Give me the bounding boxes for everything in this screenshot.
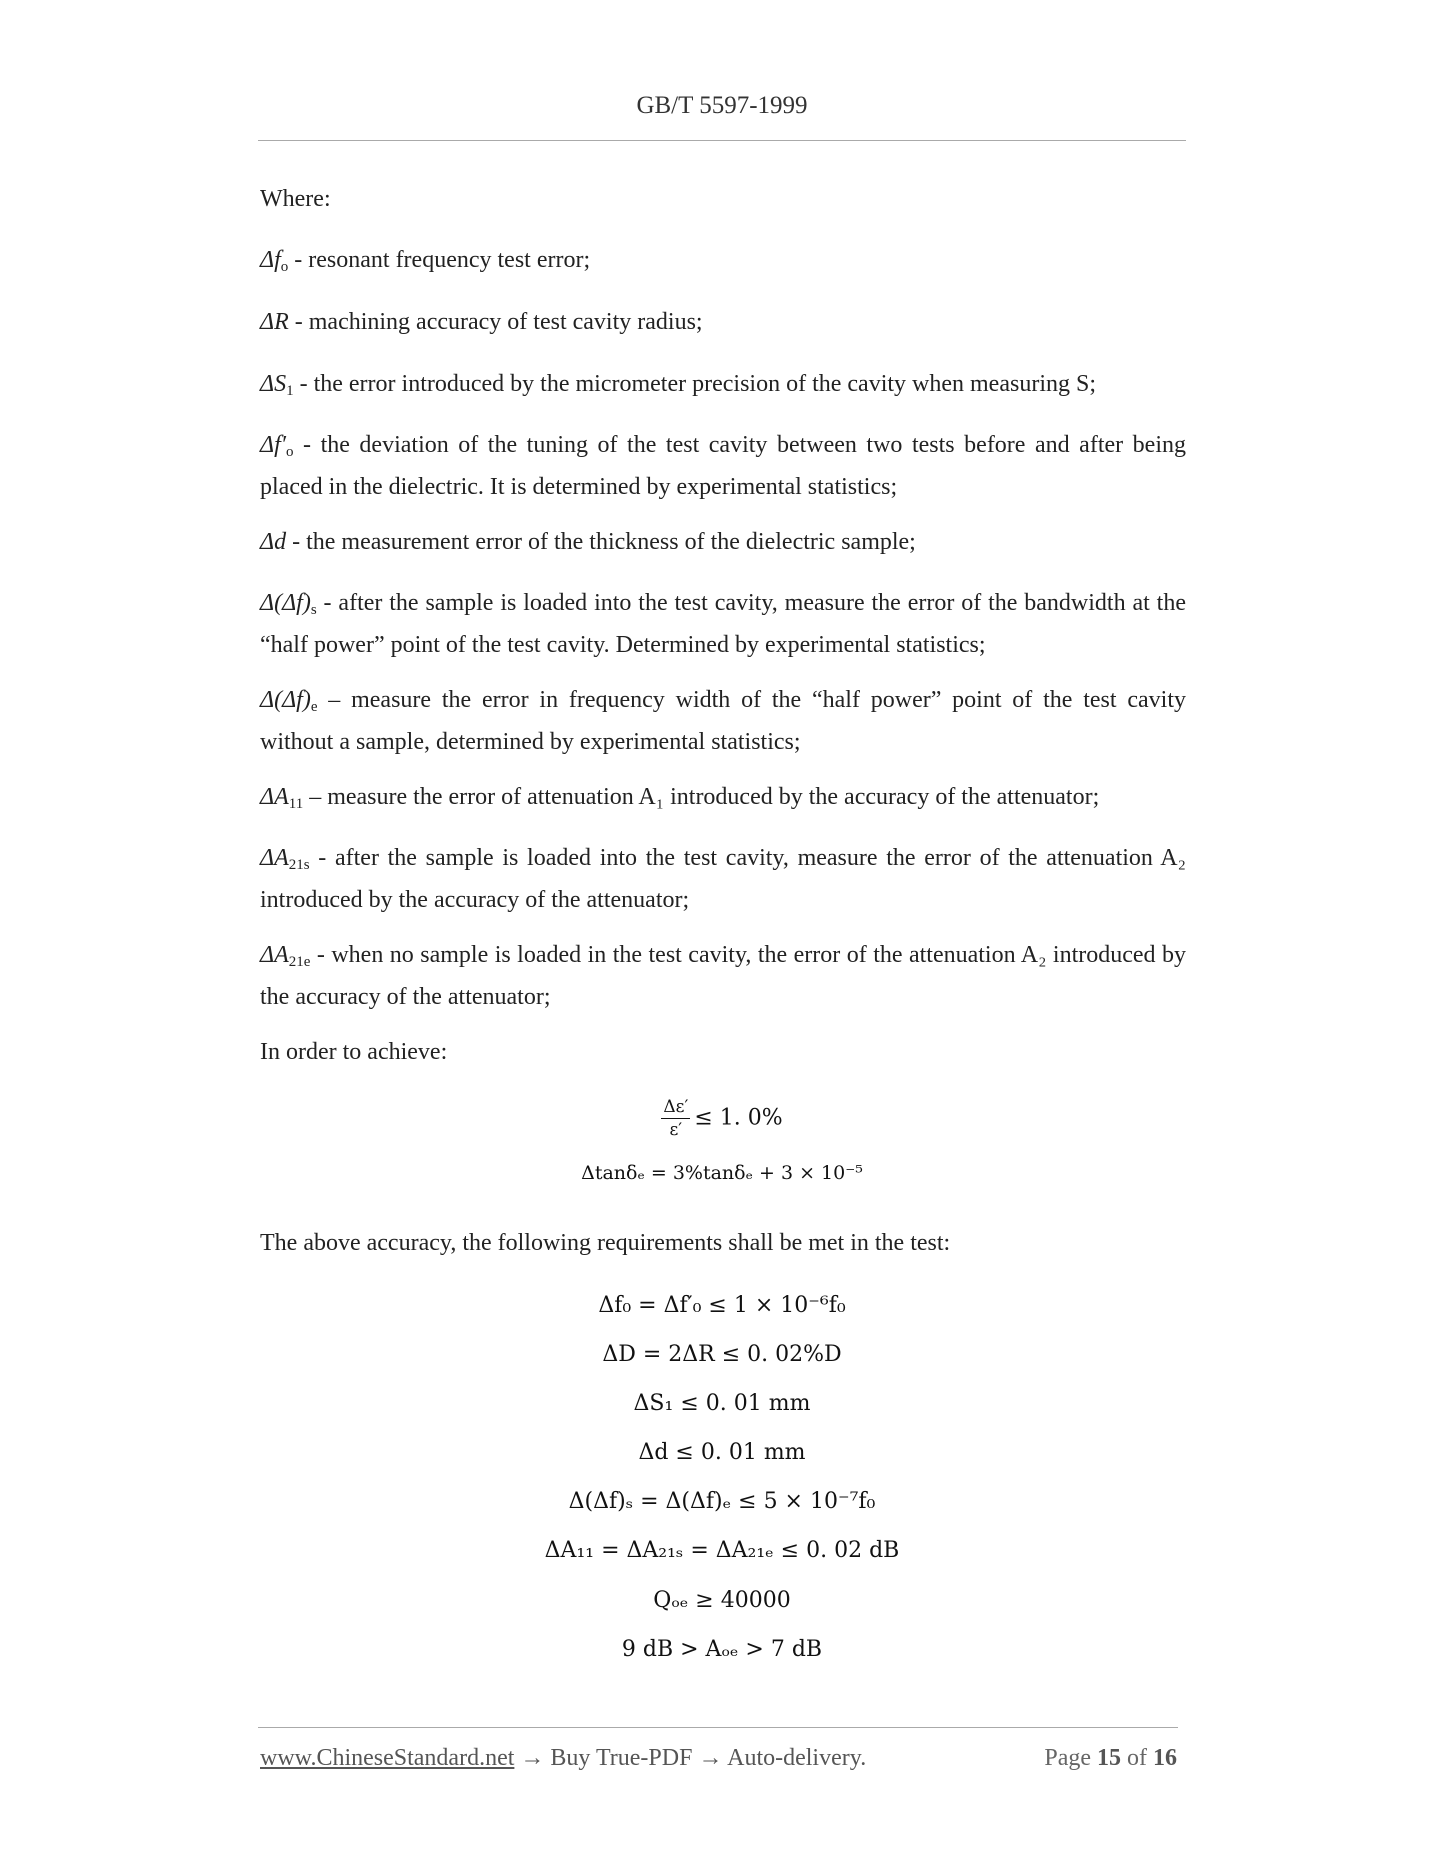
definition-text: - after the sample is loaded into the test cavity, measure the error of the attenuation A₂ introduced by the accuracy of the attenuator; [260, 845, 1186, 913]
formula-permittivity-accuracy [258, 1096, 1186, 1141]
definition-item [260, 525, 1186, 567]
where-label: Where: [260, 186, 331, 212]
definition-item [260, 780, 1186, 822]
page-number: 15 [1097, 1745, 1121, 1771]
formula-loss-tangent-accuracy: Δtanδₑ = 3%tanδₑ + 3 × 10⁻⁵ [581, 1162, 863, 1184]
requirements-intro: The above accuracy, the following requirements shall be met in the test: [260, 1230, 951, 1256]
definition-text: - when no sample is loaded in the test cavity, the error of the attenuation A₂ introduced by the accuracy of the attenuator; [260, 942, 1186, 1010]
formula-requirement: Δf₀ = Δf′₀ ≤ 1 × 10⁻⁶f₀ [598, 1293, 846, 1318]
symbol-subscript: 1 [286, 383, 294, 399]
definition-item [260, 305, 1186, 347]
definition-text: - resonant frequency test error; [288, 247, 591, 273]
symbol: ΔR [260, 309, 289, 335]
website-link[interactable]: www.ChineseStandard.net [260, 1745, 515, 1771]
page-label: Page [1044, 1745, 1091, 1771]
footer-nav-text: → Buy True-PDF → Auto-delivery. [514, 1745, 867, 1771]
document-id-header: GB/T 5597-1999 [636, 92, 808, 119]
definition-item [260, 428, 1186, 505]
definition-text: – measure the error of attenuation A₁ introduced by the accuracy of the attenuator; [303, 784, 1100, 810]
formula-rhs: ≤ 1. 0% [694, 1105, 783, 1131]
symbol: ΔA [260, 942, 289, 968]
symbol: Δf′ [260, 432, 287, 458]
formula-requirement: ΔD = 2ΔR ≤ 0. 02%D [602, 1342, 842, 1367]
definition-text: - after the sample is loaded into the test cavity, measure the error of the bandwidth at the “half power” point of the test cavity. Determined by experimental statistics; [260, 590, 1186, 658]
definition-item [260, 586, 1186, 663]
symbol: ΔA [260, 845, 289, 871]
definition-text: - the measurement error of the thickness of the dielectric sample; [286, 529, 916, 555]
footer-promo [260, 1745, 866, 1772]
formula-requirement: ΔS₁ ≤ 0. 01 mm [633, 1391, 811, 1416]
definition-item [260, 367, 1186, 409]
definition-text: - the error introduced by the micrometer precision of the cavity when measuring S; [293, 371, 1096, 397]
symbol: Δf [260, 247, 281, 273]
formula-requirement: Δ(Δf)ₛ = Δ(Δf)ₑ ≤ 5 × 10⁻⁷f₀ [568, 1489, 876, 1514]
symbol-subscript: 21e [288, 954, 311, 970]
symbol-subscript: e [310, 699, 318, 715]
fraction-numerator: Δε′ [663, 1097, 689, 1117]
definition-item [260, 841, 1186, 918]
symbol: Δd [260, 529, 287, 555]
formula-requirement: 9 dB > Aₒₑ > 7 dB [621, 1637, 823, 1662]
achieve-label: In order to achieve: [260, 1039, 448, 1065]
symbol-subscript: 21s [288, 857, 310, 873]
symbol-subscript: o [280, 259, 289, 275]
symbol-subscript: s [310, 602, 317, 618]
formula-requirement: ΔA₁₁ = ΔA₂₁ₛ = ΔA₂₁ₑ ≤ 0. 02 dB [544, 1538, 900, 1563]
definition-text: - the deviation of the tuning of the test cavity between two tests before and after being placed in the dielectric. It is determined by experimental statistics; [260, 432, 1186, 500]
definition-text: – measure the error in frequency width of the “half power” point of the test cavity without a sample, determined by experimental statistics; [260, 687, 1186, 755]
definition-item [260, 938, 1186, 1015]
of-label: of [1127, 1745, 1147, 1771]
definition-item [260, 683, 1186, 760]
symbol: ΔS [260, 371, 287, 397]
symbol-subscript: o [286, 444, 294, 460]
fraction-denominator: ε′ [669, 1120, 683, 1140]
symbol-subscript: 11 [288, 796, 304, 812]
symbol: ΔA [260, 784, 289, 810]
page-indicator [1044, 1745, 1177, 1772]
header-divider [258, 140, 1186, 141]
footer-divider [258, 1727, 1178, 1728]
symbol: Δ(Δf) [260, 590, 311, 616]
page-total: 16 [1153, 1745, 1177, 1771]
formula-requirement: Qₒₑ ≥ 40000 [653, 1588, 791, 1613]
symbol: Δ(Δf) [260, 687, 311, 713]
fraction [661, 1096, 690, 1141]
definition-text: - machining accuracy of test cavity radius; [288, 309, 703, 335]
formula-requirement: Δd ≤ 0. 01 mm [638, 1440, 806, 1465]
definition-item [260, 243, 1186, 285]
